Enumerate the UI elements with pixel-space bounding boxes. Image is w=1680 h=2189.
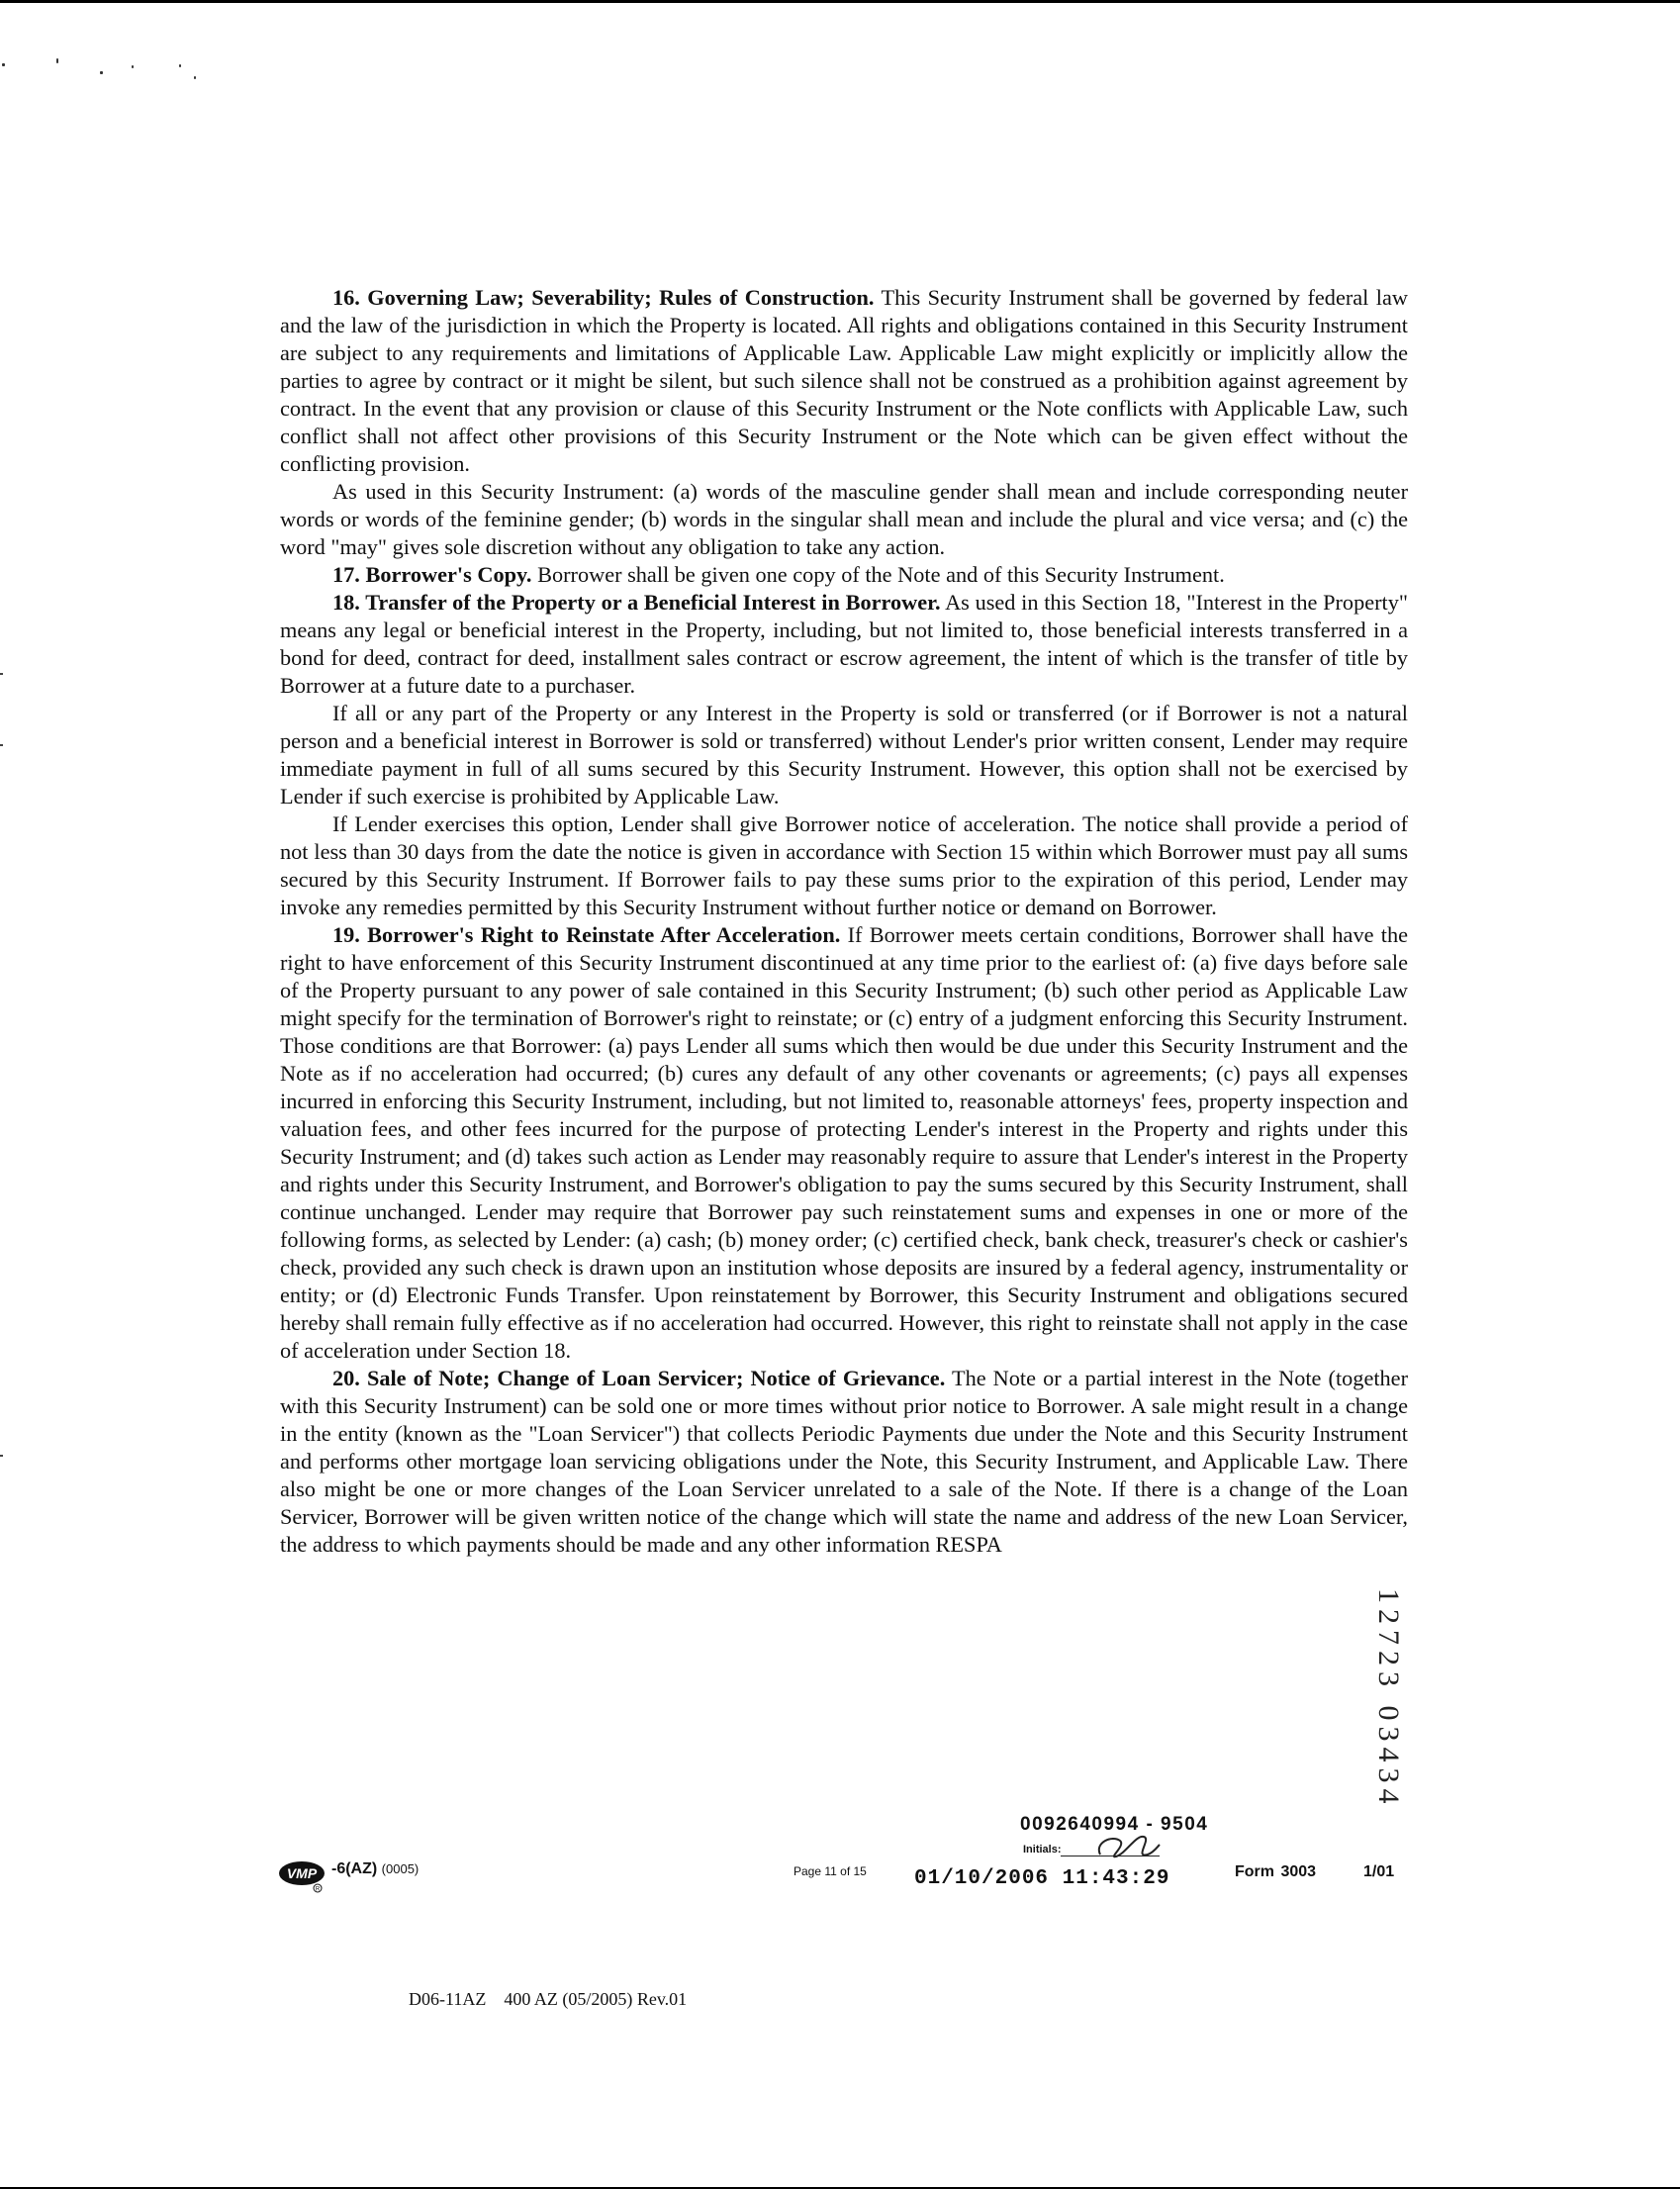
section-18-text: As used in this Section 18, "Interest in the Property" means any legal or beneficial interest in the Property, including, but not limited to, those beneficial interests transferred in a bond for deed, contract for deed, installment sales contract or escrow agreement, the intent of which is the transfer of title by Borrower at a future date to a purchaser.: [280, 590, 1408, 698]
document-code-footer: [409, 1989, 687, 2010]
scan-speck: [194, 76, 196, 79]
form-number: Form 3003: [1235, 1863, 1317, 1880]
form-code-main: -6(AZ): [331, 1860, 378, 1877]
section-17-heading: 17. Borrower's Copy.: [332, 562, 532, 587]
form-code: [331, 1860, 419, 1878]
loan-number: 0092640994 - 9504: [1020, 1814, 1209, 1835]
doc-code: D06-11AZ: [409, 1989, 487, 2009]
scan-speck: [132, 65, 134, 68]
scan-speck: [2, 63, 5, 66]
section-16-heading: 16. Governing Law; Severability; Rules of Construction.: [332, 285, 875, 310]
section-17-paragraph: [280, 561, 1408, 589]
scan-edge-mark: [0, 1455, 3, 1457]
section-16-text: This Security Instrument shall be governed by federal law and the law of the jurisdiction in which the Property is located. All rights and obligations contained in this Security Instrument are subject to any requirements and limitations of Applicable Law. Applicable Law might explicitly or implicitly allow the parties to agree by contract or it might be silent, but such silence shall not be construed as a prohibition against agreement by contract. In the event that any provision or clause of this Security Instrument or the Note conflicts with Applicable Law, such conflict shall not affect other provisions of this Security Instrument or the Note which can be given effect without the conflicting provision.: [280, 285, 1408, 476]
section-16-paragraph-2: As used in this Security Instrument: (a) words of the masculine gender shall mean and include corresponding neuter words or words of the feminine gender; (b) words in the singular shall mean and include the plural and vice versa; and (c) the word "may" gives sole discretion without any obligation to take any action.: [280, 479, 1408, 559]
svg-text:R: R: [315, 1886, 321, 1893]
section-18-heading: 18. Transfer of the Property or a Beneficial Interest in Borrower.: [332, 590, 941, 615]
vmp-logo: [278, 1859, 329, 1893]
section-16-paragraph: [280, 284, 1408, 478]
recording-number-stamp: [1365, 1588, 1405, 1860]
section-19-text: If Borrower meets certain conditions, Borrower shall have the right to have enforcement of this Security Instrument discontinued at any time prior to the earliest of: (a) five days before sale of the Property pursuant to any power of sale contained in this Security Instrument; (b) such other period as Applicable Law might specify for the termination of Borrower's right to reinstate; or (c) entry of a judgment enforcing this Security Instrument. Those conditions are that Borrower: (a) pays Lender all sums which then would be due under this Security Instrument and the Note as if no acceleration had occurred; (b) cures any default of any other covenants or agreements; (c) pays all expenses incurred in enforcing this Security Instrument, including, but not limited to, reasonable attorneys' fees, property inspection and valuation fees, and other fees incurred for the purpose of protecting Lender's interest in the Property and rights under this Security Instrument; and (d) takes such action as Lender may reasonably require to assure that Lender's interest in the Property and rights under this Security Instrument, and Borrower's obligation to pay the sums secured by this Security Instrument, shall continue unchanged. Lender may require that Borrower pay such reinstatement sums and expenses in one or more of the following forms, as selected by Lender: (a) cash; (b) money order; (c) certified check, bank check, treasurer's check or cashier's check, provided any such check is drawn upon an institution whose deposits are insured by a federal agency, instrumentality or entity; or (d) Electronic Funds Transfer. Upon reinstatement by Borrower, this Security Instrument and obligations secured hereby shall remain fully effective as if no acceleration had occurred. However, this right to reinstate shall not apply in the case of acceleration under Section 18.: [280, 922, 1408, 1363]
scan-speck: [100, 71, 103, 74]
section-18-paragraph-2: If all or any part of the Property or any Interest in the Property is sold or transferred (or if Borrower is not a natural person and a beneficial interest in Borrower is sold or transferred) without Lender's prior written consent, Lender may require immediate payment in full of all sums secured by this Security Instrument. However, this option shall not be exercised by Lender if such exercise is prohibited by Applicable Law.: [280, 701, 1408, 809]
initials-signature: [1086, 1829, 1166, 1862]
scan-edge-mark: [0, 744, 3, 746]
section-17-text: Borrower shall be given one copy of the Note and of this Security Instrument.: [531, 562, 1225, 587]
section-20-paragraph: [280, 1365, 1408, 1559]
document-body: [280, 284, 1408, 1559]
form-date: 1/01: [1363, 1863, 1395, 1880]
vmp-logo-text: VMP: [286, 1865, 318, 1881]
top-scan-edge: [0, 0, 1680, 3]
section-20-heading: 20. Sale of Note; Change of Loan Servicer; Notice of Grievance.: [332, 1366, 946, 1390]
section-20-text: The Note or a partial interest in the Note (together with this Security Instrument) can be sold one or more times without prior notice to Borrower. A sale might result in a change in the entity (known as the "Loan Servicer") that collects Periodic Payments due under the Note and this Security Instrument and performs other mortgage loan servicing obligations under the Note, this Security Instrument, and Applicable Law. There also might be one or more changes of the Loan Servicer unrelated to a sale of the Note. If there is a change of the Loan Servicer, Borrower will be given written notice of the change which will state the name and address of the new Loan Servicer, the address to which payments should be made and any other information RESPA: [280, 1366, 1408, 1557]
print-timestamp: 01/10/2006 11:43:29: [914, 1867, 1170, 1890]
page-indicator: Page 11 of 15: [793, 1864, 867, 1878]
section-18-paragraph: [280, 589, 1408, 700]
scan-speck: [56, 58, 58, 63]
scan-speck: [179, 64, 181, 67]
initials-label: Initials:: [1023, 1844, 1062, 1856]
doc-version: 400 AZ (05/2005) Rev.01: [504, 1989, 688, 2009]
recording-number-text: 12723 03434: [1372, 1588, 1405, 1810]
section-18-paragraph-3: If Lender exercises this option, Lender shall give Borrower notice of acceleration. The notice shall provide a period of not less than 30 days from the date the notice is given in accordance with Section 15 within which Borrower must pay all sums secured by this Security Instrument. If Borrower fails to pay these sums prior to the expiration of this period, Lender may invoke any remedies permitted by this Security Instrument without further notice or demand on Borrower.: [280, 811, 1408, 919]
scan-edge-mark: [0, 673, 3, 675]
section-19-paragraph: [280, 921, 1408, 1365]
form-code-suffix: (0005): [381, 1861, 420, 1876]
section-19-heading: 19. Borrower's Right to Reinstate After Acceleration.: [332, 922, 841, 947]
